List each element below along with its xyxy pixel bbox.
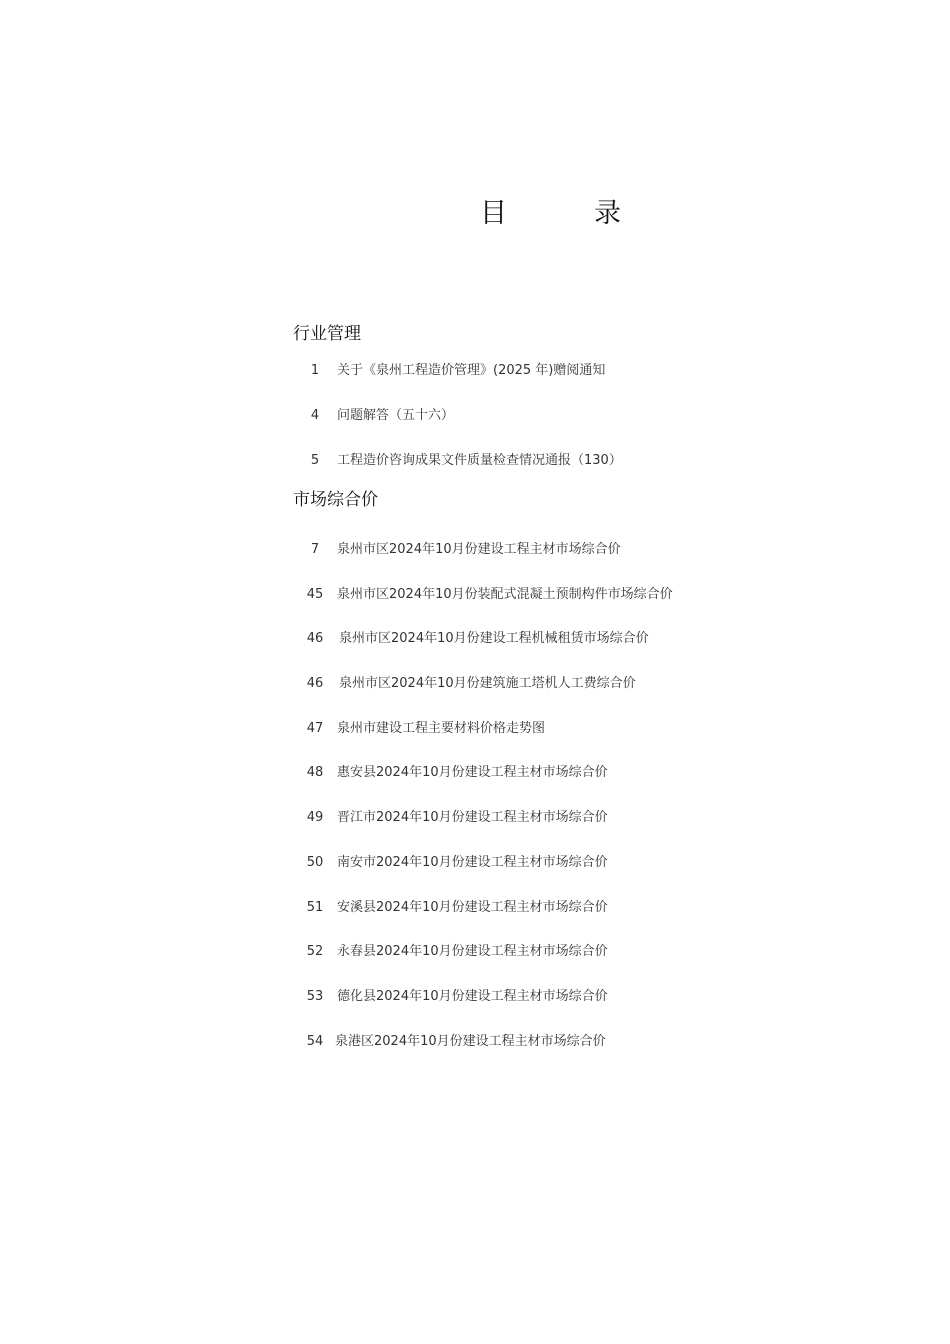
toc-entry[interactable] <box>300 853 900 873</box>
toc-entry[interactable] <box>300 719 900 739</box>
toc-page-number: 45 <box>306 587 324 602</box>
section-heading-industry-management: 行业管理 <box>293 324 361 344</box>
toc-page-number: 49 <box>306 810 324 825</box>
toc-entry-title: 南安市2024年10月份建设工程主材市场综合价 <box>337 855 608 870</box>
toc-entry[interactable] <box>300 898 900 918</box>
toc-entry[interactable] <box>300 1032 900 1052</box>
toc-entry-title: 晋江市2024年10月份建设工程主材市场综合价 <box>337 810 608 825</box>
toc-entry[interactable] <box>300 674 900 694</box>
toc-page-number: 4 <box>310 408 320 423</box>
toc-entry-title: 泉港区2024年10月份建设工程主材市场综合价 <box>335 1034 606 1049</box>
toc-entry-title: 关于《泉州工程造价管理》(2025 年)赠阅通知 <box>337 363 606 378</box>
toc-page-number: 46 <box>306 676 324 691</box>
toc-entry[interactable] <box>300 987 900 1007</box>
toc-page-number: 51 <box>306 900 324 915</box>
toc-entry-title: 永春县2024年10月份建设工程主材市场综合价 <box>337 944 608 959</box>
toc-page-number: 47 <box>306 721 324 736</box>
toc-entry[interactable] <box>300 451 900 471</box>
toc-entry[interactable] <box>300 763 900 783</box>
toc-entry[interactable] <box>300 808 900 828</box>
toc-entry[interactable] <box>300 406 900 426</box>
toc-entry[interactable] <box>300 942 900 962</box>
toc-page-number: 7 <box>310 542 320 557</box>
toc-entry[interactable] <box>300 629 900 649</box>
toc-page-number: 5 <box>310 453 320 468</box>
toc-entry-title: 泉州市区2024年10月份装配式混凝土预制构件市场综合价 <box>337 587 673 602</box>
toc-page-number: 1 <box>310 363 320 378</box>
toc-entry-title: 安溪县2024年10月份建设工程主材市场综合价 <box>337 900 608 915</box>
toc-entry-title: 惠安县2024年10月份建设工程主材市场综合价 <box>337 765 608 780</box>
toc-page-number: 50 <box>306 855 324 870</box>
toc-page-number: 52 <box>306 944 324 959</box>
toc-entry-title: 工程造价咨询成果文件质量检查情况通报（130） <box>337 453 622 468</box>
toc-page-number: 54 <box>306 1034 324 1049</box>
toc-entry-title: 泉州市区2024年10月份建设工程机械租赁市场综合价 <box>339 631 649 646</box>
toc-entry-title: 德化县2024年10月份建设工程主材市场综合价 <box>337 989 608 1004</box>
toc-entry-title: 泉州市区2024年10月份建设工程主材市场综合价 <box>337 542 621 557</box>
toc-entry-title: 问题解答（五十六） <box>337 408 455 423</box>
toc-page-number: 48 <box>306 765 324 780</box>
toc-page-number: 53 <box>306 989 324 1004</box>
toc-entry[interactable] <box>300 585 900 605</box>
toc-entry-title: 泉州市建设工程主要材料价格走势图 <box>337 721 546 736</box>
toc-entry[interactable] <box>300 361 900 381</box>
toc-entry[interactable] <box>300 540 900 560</box>
section-heading-market-price: 市场综合价 <box>293 490 378 510</box>
toc-page-number: 46 <box>306 631 324 646</box>
page-title: 目 录 <box>480 198 651 229</box>
toc-entry-title: 泉州市区2024年10月份建筑施工塔机人工费综合价 <box>339 676 636 691</box>
